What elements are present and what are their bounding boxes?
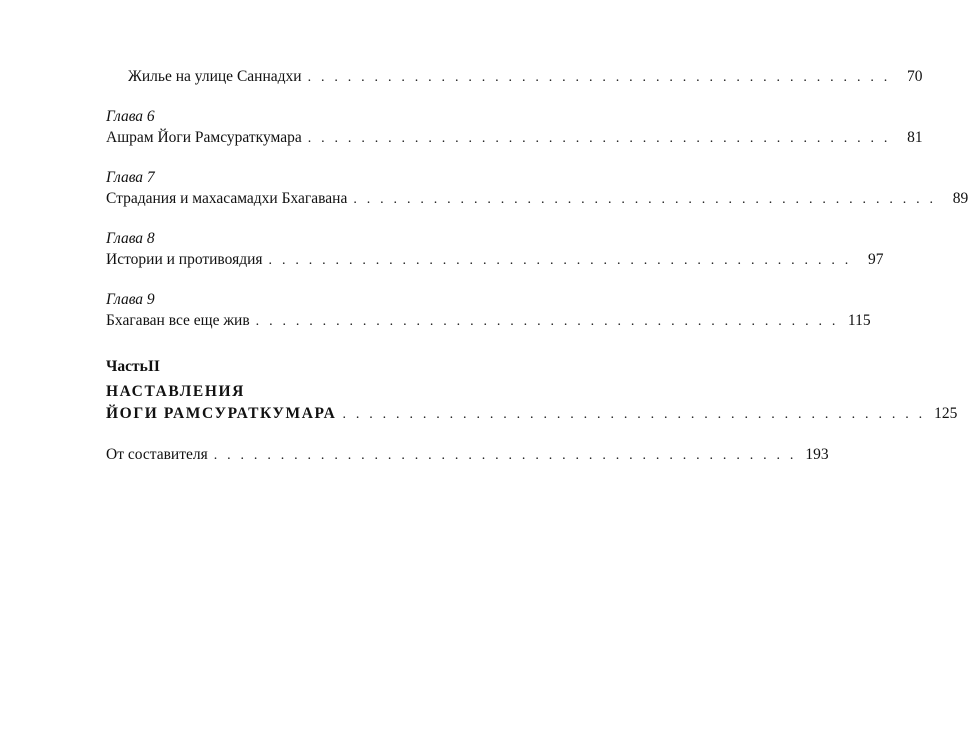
toc-entry[interactable] [106,403,958,426]
toc-entry[interactable] [106,127,923,150]
part-title-line-2: ЙОГИ РАМСУРАТКУМАРА [106,405,337,422]
chapter-label: Глава 8 [106,230,155,247]
dot-leader: . . . . . . . . . . . . . . . . . . . . . . . . . . . . . . . . . . . . . . . . . . . . [268,253,852,268]
table-of-contents [106,66,968,467]
dot-leader: . . . . . . . . . . . . . . . . . . . . . . . . . . . . . . . . . . . . . . . . . . . . [353,192,937,207]
toc-entry[interactable] [106,66,923,89]
toc-entry[interactable] [106,310,871,333]
toc-entry-page: 115 [847,312,871,329]
toc-entry[interactable] [106,249,884,272]
toc-entry-page: 97 [867,251,884,268]
toc-entry-title: Истории и противоядия [106,251,263,268]
dot-leader: . . . . . . . . . . . . . . . . . . . . . . . . . . . . . . . . . . . . . . . . . . . . [255,314,839,329]
part-label: ЧастьII [106,358,160,375]
toc-entry[interactable] [106,444,829,467]
toc-entry[interactable] [106,188,968,211]
dot-leader: . . . . . . . . . . . . . . . . . . . . . . . . . . . . . . . . . . . . . . . . . . . . [307,131,891,146]
toc-entry-page: 193 [805,446,829,463]
toc-entry-title: Бхагаван все еще жив [106,312,250,329]
dot-leader: . . . . . . . . . . . . . . . . . . . . . . . . . . . . . . . . . . . . . . . . . . . . [213,448,797,463]
dot-leader: . . . . . . . . . . . . . . . . . . . . . . . . . . . . . . . . . . . . . . . . . . . . [307,70,891,85]
toc-entry-title: Жилье на улице Саннадхи [128,68,302,85]
toc-entry-page: 89 [952,190,968,207]
dot-leader: . . . . . . . . . . . . . . . . . . . . . . . . . . . . . . . . . . . . . . . . . . . . [342,407,926,422]
toc-entry-title: Страдания и махасамадхи Бхагавана [106,190,348,207]
part-title-line-1: НАСТАВЛЕНИЯ [106,383,245,400]
toc-entry-page: 125 [934,405,958,422]
chapter-label: Глава 9 [106,291,155,308]
toc-entry-title: Ашрам Йоги Рамсураткумара [106,129,302,146]
toc-entry-title: От составителя [106,446,208,463]
chapter-label: Глава 6 [106,108,155,125]
toc-entry-page: 70 [906,68,923,85]
toc-entry-page: 81 [907,129,923,146]
chapter-label: Глава 7 [106,169,155,186]
